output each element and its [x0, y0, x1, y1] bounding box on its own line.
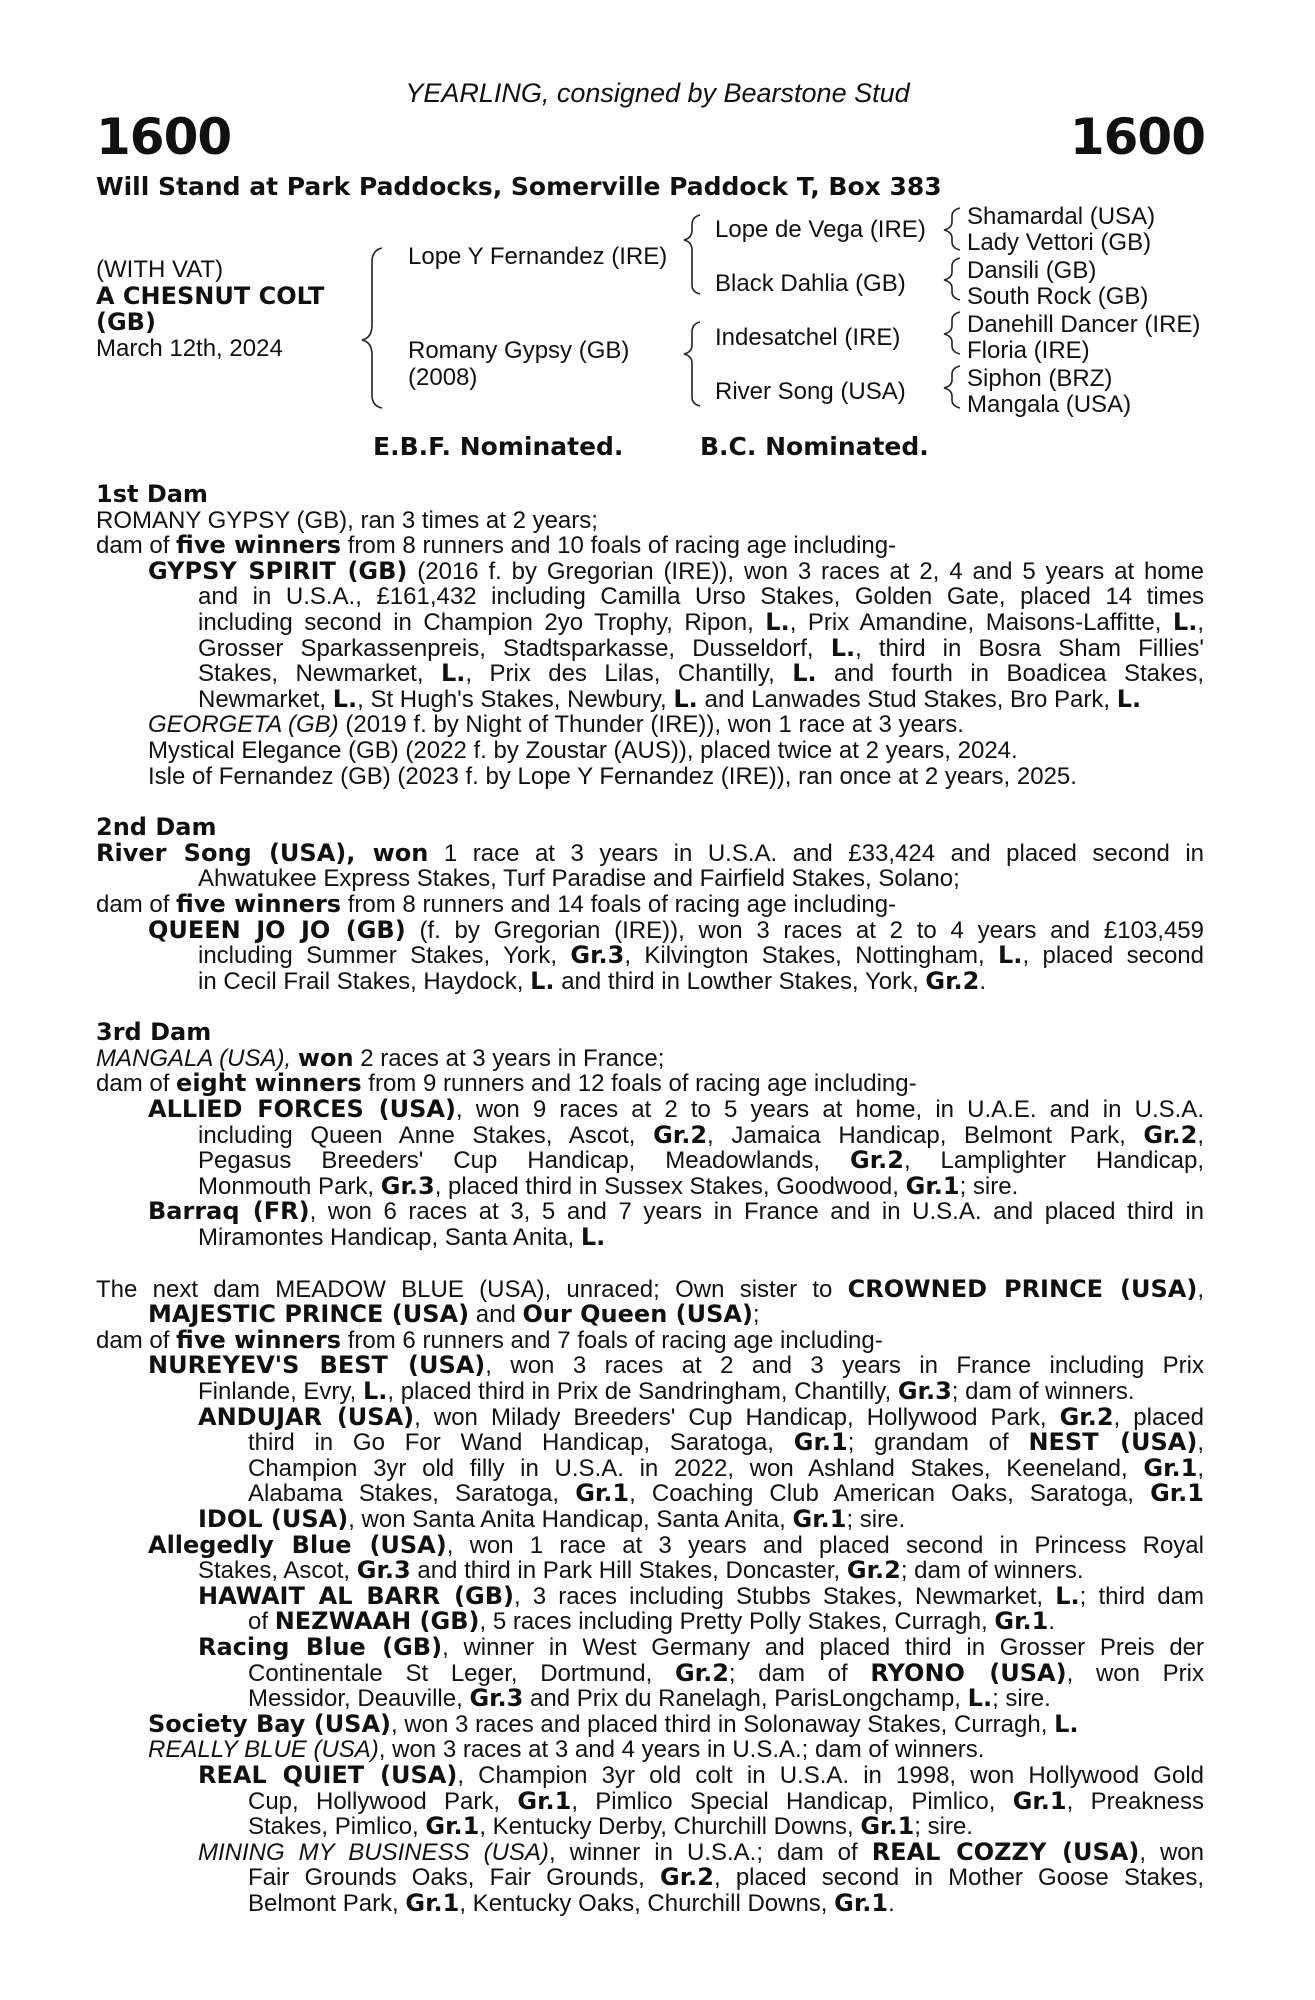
pedigree-sire: Lope Y Fernandez (IRE)	[408, 243, 668, 270]
second-dam-summary-cont: Ahwatukee Express Stakes, Turf Paradise and Fairfield Stakes, Solano;	[198, 865, 960, 893]
second-dam-summary: River Song (USA), won 1 race at 3 years in U.S.A. and £33,424 and placed second in	[96, 838, 1205, 867]
list-item-line: Newmarket, L., St Hugh's Stakes, Newbury, L. and Lanwades Stud Stakes, Bro Park, L.	[198, 684, 1142, 713]
third-dam-summary: MANGALA (USA), won 2 races at 3 years in France;	[96, 1043, 665, 1072]
lot-title: A CHESNUT COLT	[96, 282, 325, 310]
pedigree-sire-dam: Black Dahlia (GB)	[715, 270, 906, 297]
list-item-line: Fair Grounds Oaks, Fair Grounds, Gr.2, placed second in Mother Goose Stakes,	[248, 1863, 1204, 1892]
list-item-real-quiet: REAL QUIET (USA), Champion 3yr old colt in U.S.A. in 1998, won Hollywood Gold	[198, 1760, 1205, 1789]
second-dam-produce: dam of five winners from 8 runners and 14 foals of racing age including-	[96, 889, 897, 918]
list-item-line: Miramontes Handicap, Santa Anita, L.	[198, 1223, 606, 1252]
list-item-idol: IDOL (USA), won Santa Anita Handicap, Santa Anita, Gr.1; sire.	[198, 1504, 906, 1533]
list-item-line: Belmont Park, Gr.1, Kentucky Oaks, Churchill Downs, Gr.1.	[248, 1888, 895, 1917]
list-item-georgeta: GEORGETA (GB) (2019 f. by Night of Thunder (IRE)), won 1 race at 3 years.	[148, 711, 964, 739]
pedigree-ssd: Lady Vettori (GB)	[967, 229, 1152, 256]
list-item-line: of NEZWAAH (GB), 5 races including Pretty Polly Stakes, Curragh, Gr.1.	[248, 1607, 1055, 1636]
third-dam-heading: 3rd Dam	[96, 1018, 212, 1047]
second-dam-heading: 2nd Dam	[96, 813, 217, 842]
list-item-allegedly-blue: Allegedly Blue (USA), won 1 race at 3 years and placed second in Princess Royal	[148, 1530, 1204, 1559]
stand-location: Will Stand at Park Paddocks, Somerville Paddock T, Box 383	[96, 172, 942, 201]
list-item-allied-forces: ALLIED FORCES (USA), won 9 races at 2 to 5 years at home, in U.A.E. and in U.S.A.	[148, 1095, 1204, 1124]
next-dam-produce: dam of five winners from 6 runners and 7 foals of racing age including-	[96, 1325, 883, 1354]
vat-note: (WITH VAT)	[96, 256, 224, 283]
list-item-line: Continentale St Leger, Dortmund, Gr.2; dam of RYONO (USA), won Prix	[248, 1658, 1204, 1687]
pedigree-dam-sire: Indesatchel (IRE)	[715, 324, 901, 351]
pedigree-dsd: Floria (IRE)	[967, 337, 1090, 364]
list-item-nureyevs-best: NUREYEV'S BEST (USA), won 3 races at 2 and 3 years in France including Prix	[148, 1351, 1204, 1380]
next-dam-summary-cont: MAJESTIC PRINCE (USA) and Our Queen (USA);	[148, 1300, 760, 1329]
list-item-line: Cup, Hollywood Park, Gr.1, Pimlico Special Handicap, Pimlico, Gr.1, Preakness	[248, 1786, 1204, 1815]
list-item-line: Stakes, Ascot, Gr.3 and third in Park Hill Stakes, Doncaster, Gr.2; dam of winners.	[198, 1556, 1084, 1585]
ds-bracket	[944, 312, 960, 354]
dam-bracket	[684, 322, 700, 406]
pedigree-sdd: South Rock (GB)	[967, 283, 1149, 310]
list-item-really-blue: REALLY BLUE (USA), won 3 races at 3 and 4 years in U.S.A.; dam of winners.	[148, 1736, 985, 1764]
list-item-line: in Cecil Frail Stakes, Haydock, L. and third in Lowther Stakes, York, Gr.2.	[198, 966, 987, 995]
lot-number-right: 1600	[1069, 108, 1205, 166]
list-item-society-bay: Society Bay (USA), won 3 races and placed third in Solonaway Stakes, Curragh, L.	[148, 1709, 1079, 1738]
list-item-queen-jo-jo: QUEEN JO JO (GB) (f. by Gregorian (IRE)), won 3 races at 2 to 4 years and £103,459	[148, 915, 1204, 944]
list-item-mystical-elegance: Mystical Elegance (GB) (2022 f. by Zoustar (AUS)), placed twice at 2 years, 2024.	[148, 736, 1018, 764]
list-item-gypsy-spirit: GYPSY SPIRIT (GB) (2016 f. by Gregorian (IRE)), won 3 races at 2, 4 and 5 years at home	[148, 556, 1205, 585]
sd-bracket	[944, 258, 960, 300]
list-item-line: Champion 3yr old filly in U.S.A. in 2022, won Ashland Stakes, Keeneland, Gr.1,	[248, 1453, 1204, 1482]
pedigree-dam: Romany Gypsy (GB)	[408, 337, 630, 364]
lot-number-left: 1600	[96, 108, 232, 166]
dd-bracket	[944, 366, 960, 408]
list-item-isle-of-fernandez: Isle of Fernandez (GB) (2023 f. by Lope Y Fernandez (IRE)), ran once at 2 years, 2025.	[148, 762, 1077, 790]
pedigree-dam-year: (2008)	[408, 364, 478, 391]
list-item-line: including Summer Stakes, York, Gr.3, Kilvington Stakes, Nottingham, L., placed second	[198, 941, 1204, 970]
pedigree-ddd: Mangala (USA)	[967, 391, 1132, 418]
pedigree-sss: Shamardal (USA)	[967, 203, 1156, 230]
list-item-line: Grosser Sparkassenpreis, Stadtsparkasse, Dusseldorf, L., third in Bosra Sham Fillies'	[198, 633, 1204, 662]
list-item-andujar: ANDUJAR (USA), won Milady Breeders' Cup Handicap, Hollywood Park, Gr.2, placed	[198, 1402, 1205, 1431]
list-item-hawait-al-barr: HAWAIT AL BARR (GB), 3 races including Stubbs Stakes, Newmarket, L.; third dam	[198, 1581, 1204, 1610]
foaling-date: March 12th, 2024	[96, 335, 283, 362]
list-item-line: including second in Champion 2yo Trophy, Ripon, L., Prix Amandine, Maisons-Laffitte, L.,	[198, 607, 1204, 636]
list-item-mining-my-business: MINING MY BUSINESS (USA), winner in U.S.A.; dam of REAL COZZY (USA), won	[198, 1837, 1205, 1866]
list-item-line: third in Go For Wand Handicap, Saratoga, Gr.1; grandam of NEST (USA),	[248, 1428, 1204, 1457]
list-item-line: Pegasus Breeders' Cup Handicap, Meadowlands, Gr.2, Lamplighter Handicap,	[198, 1146, 1204, 1175]
list-item-line: Finlande, Evry, L., placed third in Prix de Sandringham, Chantilly, Gr.3; dam of winners.	[198, 1377, 1135, 1405]
list-item-line: Monmouth Park, Gr.3, placed third in Sussex Stakes, Goodwood, Gr.1; sire.	[198, 1171, 1019, 1200]
list-item-line: including Queen Anne Stakes, Ascot, Gr.2, Jamaica Handicap, Belmont Park, Gr.2,	[198, 1120, 1204, 1149]
consignment-line: YEARLING, consigned by Bearstone Stud	[405, 78, 910, 108]
first-dam-summary: ROMANY GYPSY (GB), ran 3 times at 2 years;	[96, 506, 598, 534]
bc-nominated: B.C. Nominated.	[700, 432, 929, 461]
list-item-barraq: Barraq (FR), won 6 races at 3, 5 and 7 years in France and in U.S.A. and placed third in	[148, 1197, 1204, 1226]
sire-bracket	[684, 215, 700, 294]
first-dam-heading: 1st Dam	[96, 480, 208, 508]
ebf-nominated: E.B.F. Nominated.	[373, 432, 624, 461]
pedigree-sire-sire: Lope de Vega (IRE)	[715, 216, 926, 243]
pedigree-dds: Siphon (BRZ)	[967, 365, 1113, 392]
first-dam-produce: dam of five winners from 8 runners and 10 foals of racing age including-	[96, 531, 897, 560]
next-dam-summary: The next dam MEADOW BLUE (USA), unraced; Own sister to CROWNED PRINCE (USA),	[96, 1274, 1204, 1303]
list-item-racing-blue: Racing Blue (GB), winner in West Germany and placed third in Grosser Preis der	[198, 1632, 1205, 1661]
list-item-line: and in U.S.A., £161,432 including Camilla Urso Stakes, Golden Gate, placed 14 times	[198, 583, 1204, 611]
pedigree-sds: Dansili (GB)	[967, 257, 1097, 284]
list-item-line: Alabama Stakes, Saratoga, Gr.1, Coaching Club American Oaks, Saratoga, Gr.1	[248, 1479, 1204, 1508]
list-item-line: Stakes, Pimlico, Gr.1, Kentucky Derby, Churchill Downs, Gr.1; sire.	[248, 1812, 973, 1841]
ss-bracket	[944, 208, 960, 250]
pedigree-dss: Danehill Dancer (IRE)	[967, 311, 1201, 338]
list-item-line: Stakes, Newmarket, L., Prix des Lilas, Chantilly, L. and fourth in Boadicea Stakes,	[198, 659, 1204, 688]
third-dam-produce: dam of eight winners from 9 runners and 12 foals of racing age including-	[96, 1069, 917, 1098]
pedigree-dam-dam: River Song (USA)	[715, 378, 906, 405]
lot-title-country: (GB)	[96, 308, 156, 336]
main-bracket	[362, 248, 382, 408]
list-item-line: Messidor, Deauville, Gr.3 and Prix du Ranelagh, ParisLongchamp, L.; sire.	[248, 1684, 1051, 1713]
catalogue-body	[96, 482, 1204, 1916]
